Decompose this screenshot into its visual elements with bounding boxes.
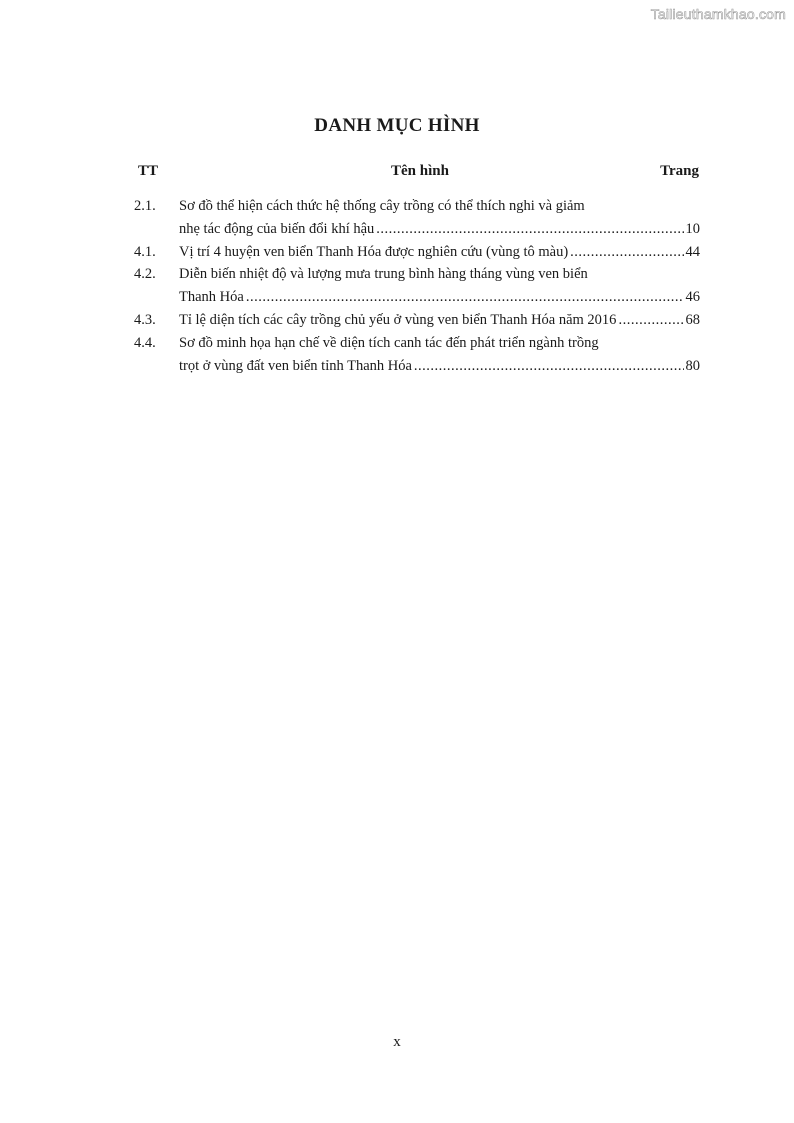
entry-page: 46	[685, 289, 700, 306]
column-header-tt: TT	[138, 163, 159, 179]
page-number: x	[393, 1034, 401, 1050]
entry-number: 4.2.	[134, 266, 156, 283]
entry-text: Sơ đồ thể hiện cách thức hệ thống cây trồng có thể thích nghi và giảm	[179, 198, 585, 214]
column-header-name: Tên hình	[391, 163, 449, 179]
entry-text: Sơ đồ minh họa hạn chế về diện tích canh tác đến phát triển ngành trồng	[179, 334, 599, 351]
entry-text: trọt ở vùng đất ven biển tỉnh Thanh Hóa	[179, 357, 412, 374]
list-item[interactable]	[134, 309, 700, 332]
list-item[interactable]	[134, 241, 700, 264]
watermark: Tailieuthamkhao.com	[650, 6, 786, 22]
entry-text: nhẹ tác động của biến đổi khí hậu	[179, 220, 375, 237]
list-item[interactable]	[134, 332, 700, 378]
entry-page: 44	[685, 243, 700, 260]
entry-number: 2.1.	[134, 198, 156, 214]
entry-page: 10	[685, 220, 700, 237]
dot-leader	[414, 355, 684, 378]
dot-leader	[618, 309, 683, 332]
entry-text: Diễn biến nhiệt độ và lượng mưa trung bình hàng tháng vùng ven biển	[179, 266, 588, 283]
column-header-page: Trang	[660, 163, 699, 179]
list-item[interactable]	[134, 263, 700, 309]
page-title: DANH MỤC HÌNH	[314, 115, 480, 136]
figure-list	[134, 195, 700, 377]
entry-number: 4.3.	[134, 311, 156, 328]
entry-text: Thanh Hóa	[179, 289, 244, 306]
dot-leader	[246, 286, 684, 309]
dot-leader	[376, 218, 683, 241]
entry-page: 68	[685, 311, 700, 328]
entry-page: 80	[685, 357, 700, 374]
entry-text: Vị trí 4 huyện ven biển Thanh Hóa được nghiên cứu (vùng tô màu)	[179, 243, 569, 260]
dot-leader	[570, 241, 683, 264]
entry-number: 4.1.	[134, 243, 156, 260]
entry-number: 4.4.	[134, 334, 156, 351]
entry-text: Tỉ lệ diện tích các cây trồng chủ yếu ở vùng ven biển Thanh Hóa năm 2016	[179, 311, 617, 328]
list-item[interactable]	[134, 195, 700, 241]
